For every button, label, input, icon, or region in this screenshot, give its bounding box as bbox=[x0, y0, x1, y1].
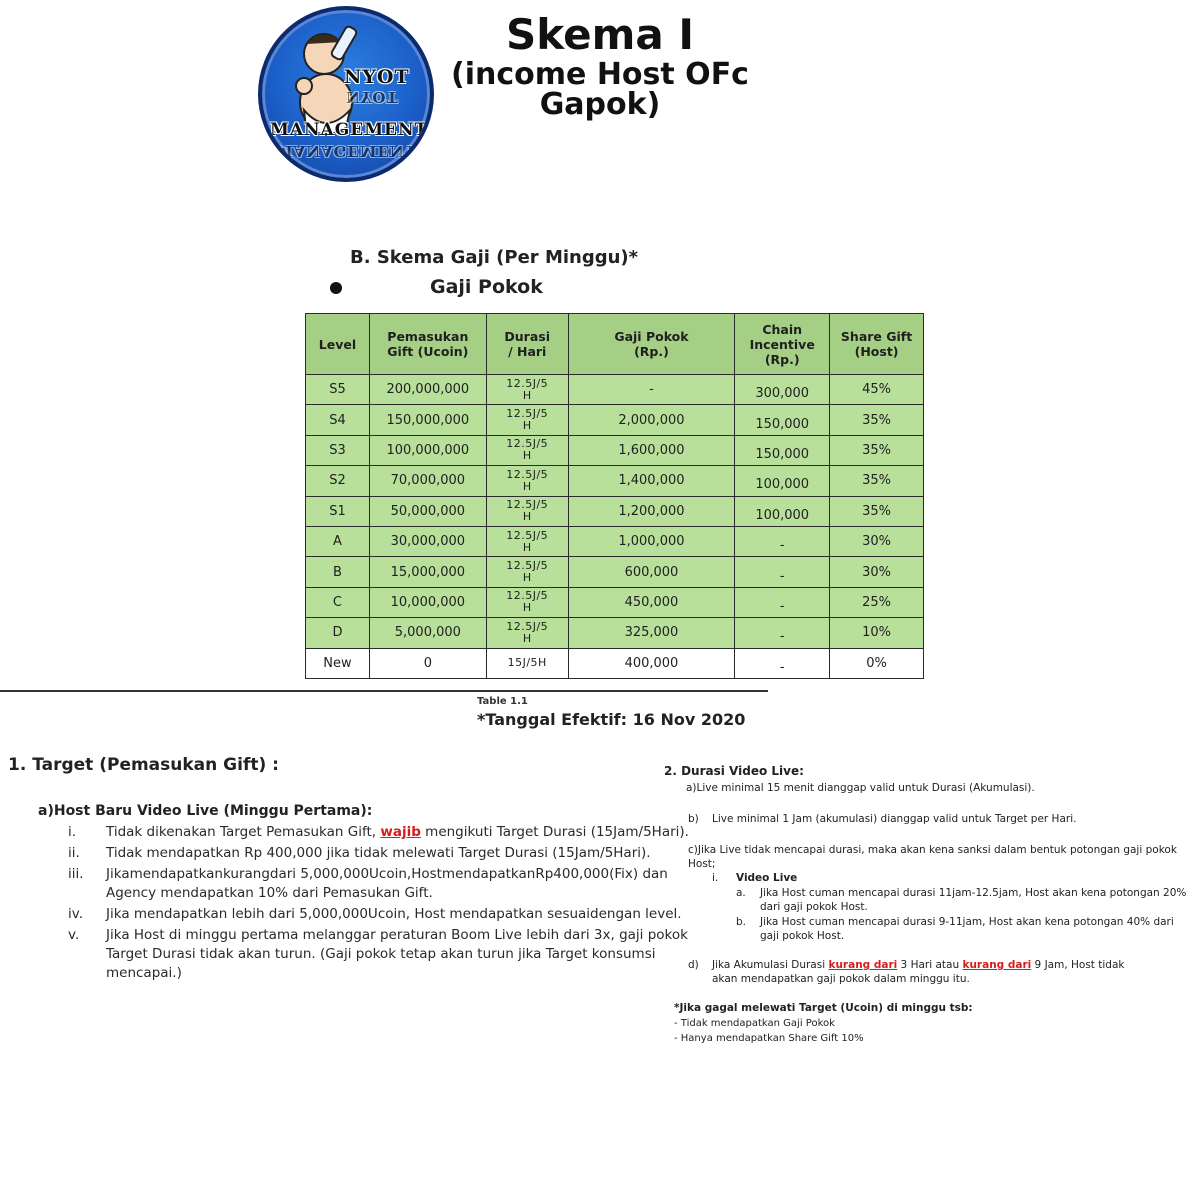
salary-table bbox=[305, 313, 924, 679]
cell-share: 0% bbox=[830, 648, 924, 678]
durasi-rule-c-a: Jika Host cuman mencapai durasi 11jam-12.5jam, Host akan kena potongan 20% dari gaji pokok Host. bbox=[760, 887, 1187, 913]
cell-pemasukan: 70,000,000 bbox=[369, 466, 486, 496]
cell-durasi: 12.5J/5 H bbox=[486, 526, 568, 556]
table-row bbox=[306, 526, 924, 556]
cell-share: 30% bbox=[830, 557, 924, 587]
cell-level: New bbox=[306, 648, 370, 678]
bullet-icon bbox=[330, 282, 342, 294]
cell-gaji: 600,000 bbox=[568, 557, 735, 587]
cell-pemasukan: 150,000,000 bbox=[369, 405, 486, 435]
durasi-rule-c-b: Jika Host cuman mencapai durasi 9-11jam, Host akan kena potongan 40% dari gaji pokok Host. bbox=[760, 916, 1174, 942]
table-row bbox=[306, 466, 924, 496]
cell-share: 35% bbox=[830, 405, 924, 435]
cell-pemasukan: 30,000,000 bbox=[369, 526, 486, 556]
failure-note-item: - Tidak mendapatkan Gaji Pokok bbox=[674, 1018, 835, 1029]
durasi-heading: 2. Durasi Video Live: bbox=[664, 764, 804, 778]
table-row bbox=[306, 405, 924, 435]
failure-note-heading: *Jika gagal melewati Target (Ucoin) di minggu tsb: bbox=[674, 1002, 973, 1014]
cell-pemasukan: 200,000,000 bbox=[369, 375, 486, 405]
new-host-heading: a)Host Baru Video Live (Minggu Pertama): bbox=[38, 803, 373, 819]
failure-note-item: - Hanya mendapatkan Share Gift 10% bbox=[674, 1033, 864, 1044]
header-durasi: Durasi / Hari bbox=[486, 314, 568, 375]
durasi-rule-c-a-num: a. bbox=[736, 887, 746, 899]
cell-chain: - bbox=[735, 587, 830, 617]
emphasis-wajib: wajib bbox=[380, 824, 421, 840]
cell-level: B bbox=[306, 557, 370, 587]
table-header-row bbox=[306, 314, 924, 375]
table-row bbox=[306, 375, 924, 405]
header-pemasukan: Pemasukan Gift (Ucoin) bbox=[369, 314, 486, 375]
cell-gaji: - bbox=[568, 375, 735, 405]
logo-text-nyot: NYOT bbox=[344, 66, 410, 88]
nyot-management-logo bbox=[258, 6, 434, 182]
cell-level: S3 bbox=[306, 435, 370, 465]
cell-chain: - bbox=[735, 526, 830, 556]
emphasis-kurang-dari: kurang dari bbox=[962, 959, 1032, 971]
cell-pemasukan: 5,000,000 bbox=[369, 618, 486, 648]
durasi-rule-c-i-num: i. bbox=[712, 872, 719, 884]
cell-gaji: 2,000,000 bbox=[568, 405, 735, 435]
list-item: v. Jika Host di minggu pertama melanggar peraturan Boom Live lebih dari 3x, gaji pokok Target Durasi tidak akan turun. (Gaji pokok tetap akan turun jika Target konsumsi mencapai.) bbox=[68, 927, 688, 981]
list-item: i. Tidak dikenakan Target Pemasukan Gift, wajib mengikuti Target Durasi (15Jam/5Hari). bbox=[68, 824, 689, 840]
durasi-rule-b: Live minimal 1 Jam (akumulasi) dianggap valid untuk Target per Hari. bbox=[712, 813, 1077, 825]
cell-gaji: 1,400,000 bbox=[568, 466, 735, 496]
cell-level: S5 bbox=[306, 375, 370, 405]
cell-chain: - bbox=[735, 618, 830, 648]
durasi-rule-c-i: Video Live bbox=[736, 872, 798, 884]
table-row bbox=[306, 587, 924, 617]
cell-chain: - bbox=[735, 648, 830, 678]
page-subtitle-line2: Gapok) bbox=[539, 87, 661, 122]
header-level: Level bbox=[306, 314, 370, 375]
page-subtitle-line1: (income Host OFc bbox=[451, 57, 749, 92]
durasi-rule-b-label: b) bbox=[688, 813, 699, 825]
cell-durasi: 12.5J/5 H bbox=[486, 435, 568, 465]
cell-chain: 150,000 bbox=[735, 435, 830, 465]
target-heading: 1. Target (Pemasukan Gift) : bbox=[8, 755, 279, 775]
cell-share: 45% bbox=[830, 375, 924, 405]
cell-gaji: 1,600,000 bbox=[568, 435, 735, 465]
cell-share: 10% bbox=[830, 618, 924, 648]
divider bbox=[0, 690, 768, 692]
cell-level: S4 bbox=[306, 405, 370, 435]
table-row bbox=[306, 435, 924, 465]
cell-gaji: 1,000,000 bbox=[568, 526, 735, 556]
cell-chain: 300,000 bbox=[735, 375, 830, 405]
cell-share: 35% bbox=[830, 496, 924, 526]
durasi-rule-a: a)Live minimal 15 menit dianggap valid untuk Durasi (Akumulasi). bbox=[686, 782, 1035, 794]
new-host-rules-list bbox=[58, 823, 708, 985]
page-title: Skema I bbox=[506, 10, 694, 59]
durasi-rule-d: Jika Akumulasi Durasi kurang dari 3 Hari atau kurang dari 9 Jam, Host tidak akan mendapatkan gaji pokok dalam minggu itu. bbox=[712, 959, 1125, 985]
logo-text-management-reflection: MANAGEMENT bbox=[276, 142, 417, 160]
cell-chain: 100,000 bbox=[735, 496, 830, 526]
cell-level: C bbox=[306, 587, 370, 617]
header-share-gift: Share Gift (Host) bbox=[830, 314, 924, 375]
header-chain-incentive: Chain Incentive (Rp.) bbox=[735, 314, 830, 375]
cell-gaji: 1,200,000 bbox=[568, 496, 735, 526]
table-row bbox=[306, 618, 924, 648]
table-row bbox=[306, 557, 924, 587]
durasi-rule-d-label: d) bbox=[688, 959, 699, 971]
cell-chain: 150,000 bbox=[735, 405, 830, 435]
header-gaji-pokok: Gaji Pokok (Rp.) bbox=[568, 314, 735, 375]
list-item: ii. Tidak mendapatkan Rp 400,000 jika tidak melewati Target Durasi (15Jam/5Hari). bbox=[68, 845, 651, 861]
durasi-rule-c: c)Jika Live tidak mencapai durasi, maka akan kena sanksi dalam bentuk potongan gaji pokok Host; bbox=[688, 844, 1177, 870]
durasi-rule-c-b-num: b. bbox=[736, 916, 747, 928]
cell-pemasukan: 100,000,000 bbox=[369, 435, 486, 465]
cell-pemasukan: 0 bbox=[369, 648, 486, 678]
list-item: iii. Jikamendapatkankurangdari 5,000,000Ucoin,HostmendapatkanRp400,000(Fix) dan Agency mendapatkan 10% dari Pemasukan Gift. bbox=[68, 866, 668, 901]
cell-gaji: 450,000 bbox=[568, 587, 735, 617]
emphasis-kurang-dari: kurang dari bbox=[828, 959, 898, 971]
logo-text-management: MANAGEMENT bbox=[270, 120, 429, 140]
logo-text-nyot-reflection: NYOT bbox=[346, 88, 399, 106]
cell-level: A bbox=[306, 526, 370, 556]
effective-date: *Tanggal Efektif: 16 Nov 2020 bbox=[477, 710, 746, 729]
cell-durasi: 15J/5H bbox=[486, 648, 568, 678]
cell-level: S2 bbox=[306, 466, 370, 496]
table-caption: Table 1.1 bbox=[477, 696, 528, 707]
table-row bbox=[306, 496, 924, 526]
cell-share: 25% bbox=[830, 587, 924, 617]
section-subheading: Gaji Pokok bbox=[430, 276, 543, 298]
cell-pemasukan: 10,000,000 bbox=[369, 587, 486, 617]
cell-durasi: 12.5J/5 H bbox=[486, 496, 568, 526]
cell-share: 30% bbox=[830, 526, 924, 556]
cell-gaji: 325,000 bbox=[568, 618, 735, 648]
section-heading: B. Skema Gaji (Per Minggu)* bbox=[350, 247, 639, 268]
cell-share: 35% bbox=[830, 466, 924, 496]
cell-level: D bbox=[306, 618, 370, 648]
cell-durasi: 12.5J/5 H bbox=[486, 587, 568, 617]
table-row bbox=[306, 648, 924, 678]
list-item: iv. Jika mendapatkan lebih dari 5,000,000Ucoin, Host mendapatkan sesuaidengan level. bbox=[68, 906, 682, 922]
cell-pemasukan: 15,000,000 bbox=[369, 557, 486, 587]
cell-chain: 100,000 bbox=[735, 466, 830, 496]
cell-durasi: 12.5J/5 H bbox=[486, 618, 568, 648]
cell-durasi: 12.5J/5 H bbox=[486, 405, 568, 435]
cell-pemasukan: 50,000,000 bbox=[369, 496, 486, 526]
cell-gaji: 400,000 bbox=[568, 648, 735, 678]
cell-durasi: 12.5J/5 H bbox=[486, 375, 568, 405]
cell-chain: - bbox=[735, 557, 830, 587]
cell-durasi: 12.5J/5 H bbox=[486, 557, 568, 587]
cell-share: 35% bbox=[830, 435, 924, 465]
cell-durasi: 12.5J/5 H bbox=[486, 466, 568, 496]
cell-level: S1 bbox=[306, 496, 370, 526]
